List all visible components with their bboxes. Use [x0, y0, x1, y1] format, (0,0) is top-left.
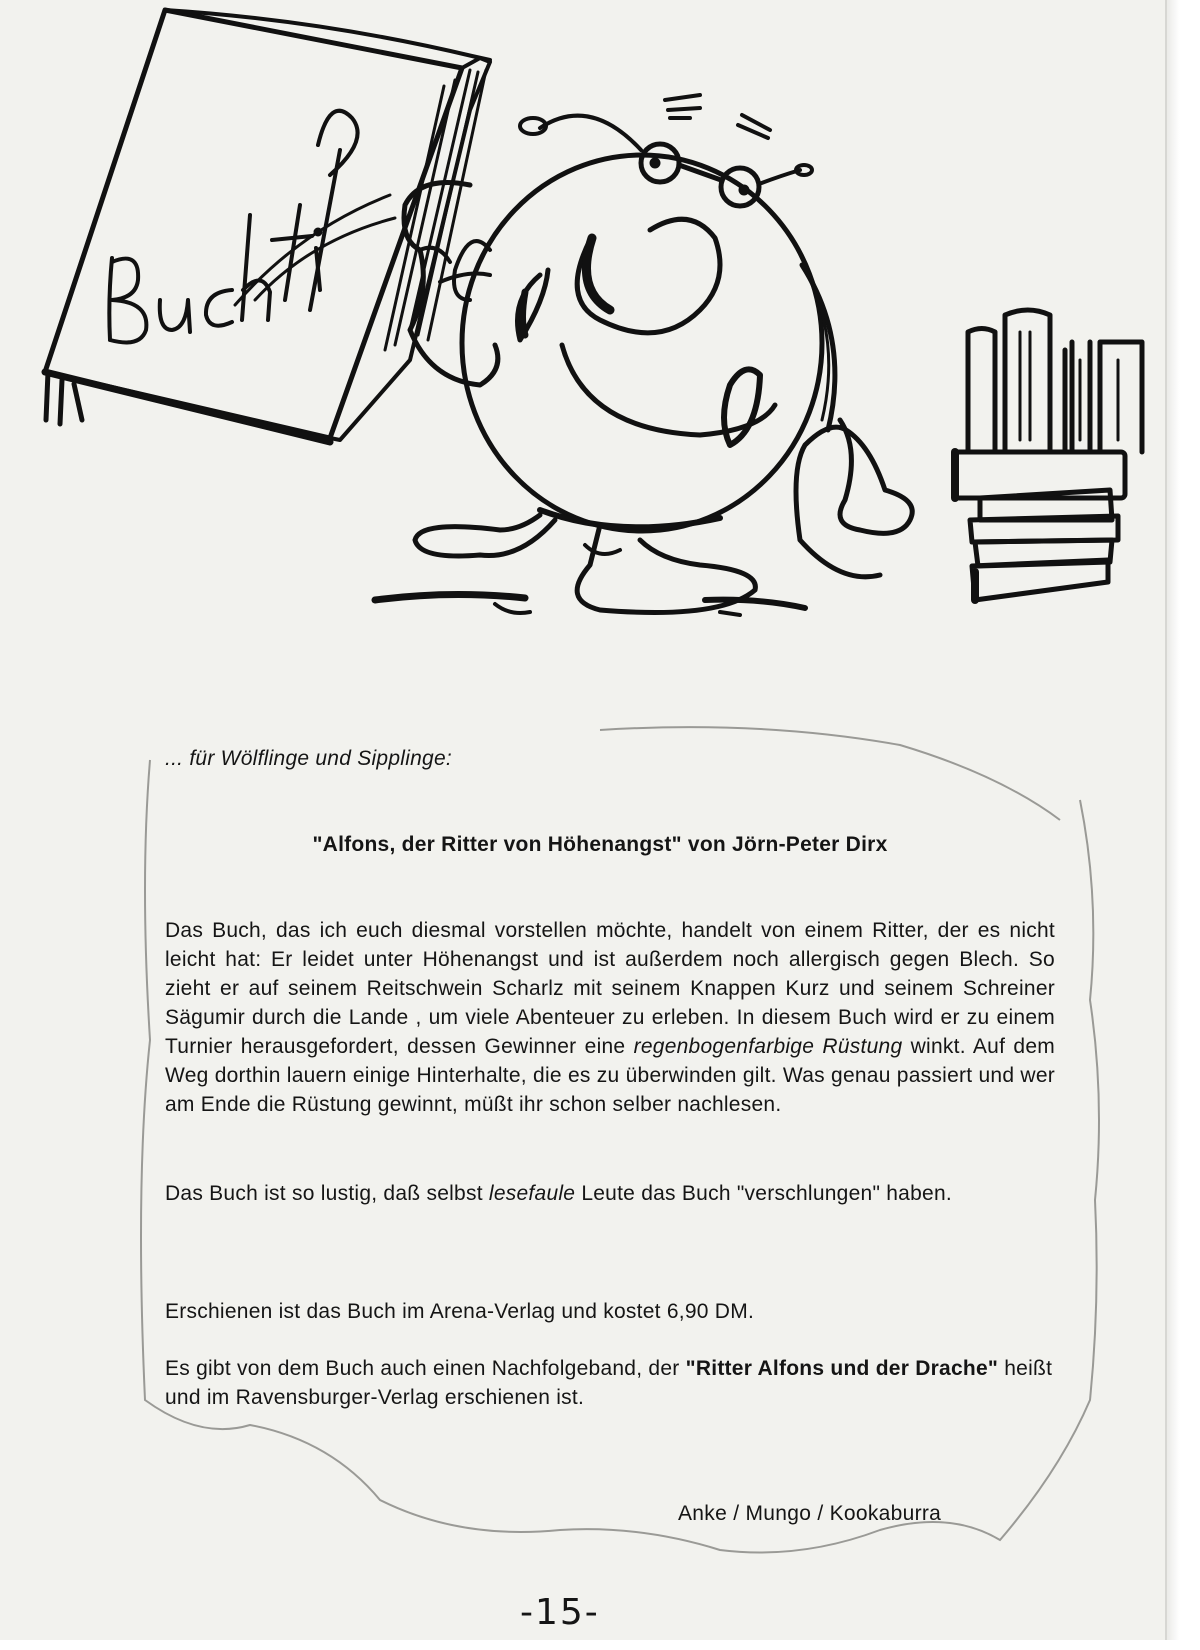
- paragraph-1-text-end: winkt. Auf dem Weg dorthin lauern einige Hinterhalte, die es zu überwinden gilt. Was genau passiert und wer am Ende die Rüstung gewinnt, müßt ihr schon selber nachlesen.: [165, 1035, 1055, 1116]
- scan-bottom-edge: [0, 1640, 1200, 1650]
- review-paragraph-1: [165, 916, 1055, 1119]
- paragraph-1-emphasis: regenbogenfarbige Rüstung: [633, 1035, 903, 1058]
- book-drawing: [45, 10, 490, 442]
- book-title: "Alfons, der Ritter von Höhenangst" von Jörn-Peter Dirx: [312, 833, 888, 856]
- book-stack-drawing: [955, 310, 1142, 600]
- audience-intro: ... für Wölflinge und Sipplinge:: [165, 747, 452, 770]
- sequel-text-start: Es gibt von dem Buch auch einen Nachfolgeband, der: [165, 1357, 680, 1380]
- paragraph-2-text-start: Das Buch ist so lustig, daß selbst: [165, 1182, 483, 1205]
- paragraph-2-emphasis: lesefaule: [488, 1182, 576, 1205]
- paragraph-2-text-end: Leute das Buch "verschlungen" haben.: [581, 1182, 952, 1205]
- authors-signature: Anke / Mungo / Kookaburra: [678, 1502, 942, 1525]
- buchtip-illustration: [0, 0, 1200, 640]
- sequel-text-end: heißt und im Ravensburger-Verlag erschienen ist.: [165, 1357, 1053, 1409]
- buchtip-lettering: [109, 111, 357, 343]
- paragraph-1-text-start: Das Buch, das ich euch diesmal vorstellen möchte, handelt von einem Ritter, der es nicht leicht hat: Er leidet unter Höhenangst und ist außerdem noch allergisch gegen Blech. So zieht er auf seinem Reitschwein Scharlz mit seinem Knappen Kurz und seinem Schreiner Sägumir durch die Lande , um viele Abenteuer zu erleben. In diesem Buch wird er zu einem Turnier herausgefordert, dessen Gewinner eine: [165, 919, 1055, 1058]
- page-number: -15-: [520, 1592, 600, 1633]
- sequel-title: "Ritter Alfons und der Drache": [685, 1357, 999, 1380]
- text-cloud-outline: [0, 680, 1200, 1600]
- publisher-paragraph: Erschienen ist das Buch im Arena-Verlag und kostet 6,90 DM.: [165, 1300, 755, 1323]
- review-paragraph-2: [165, 1179, 1055, 1208]
- sequel-paragraph: [165, 1354, 1055, 1412]
